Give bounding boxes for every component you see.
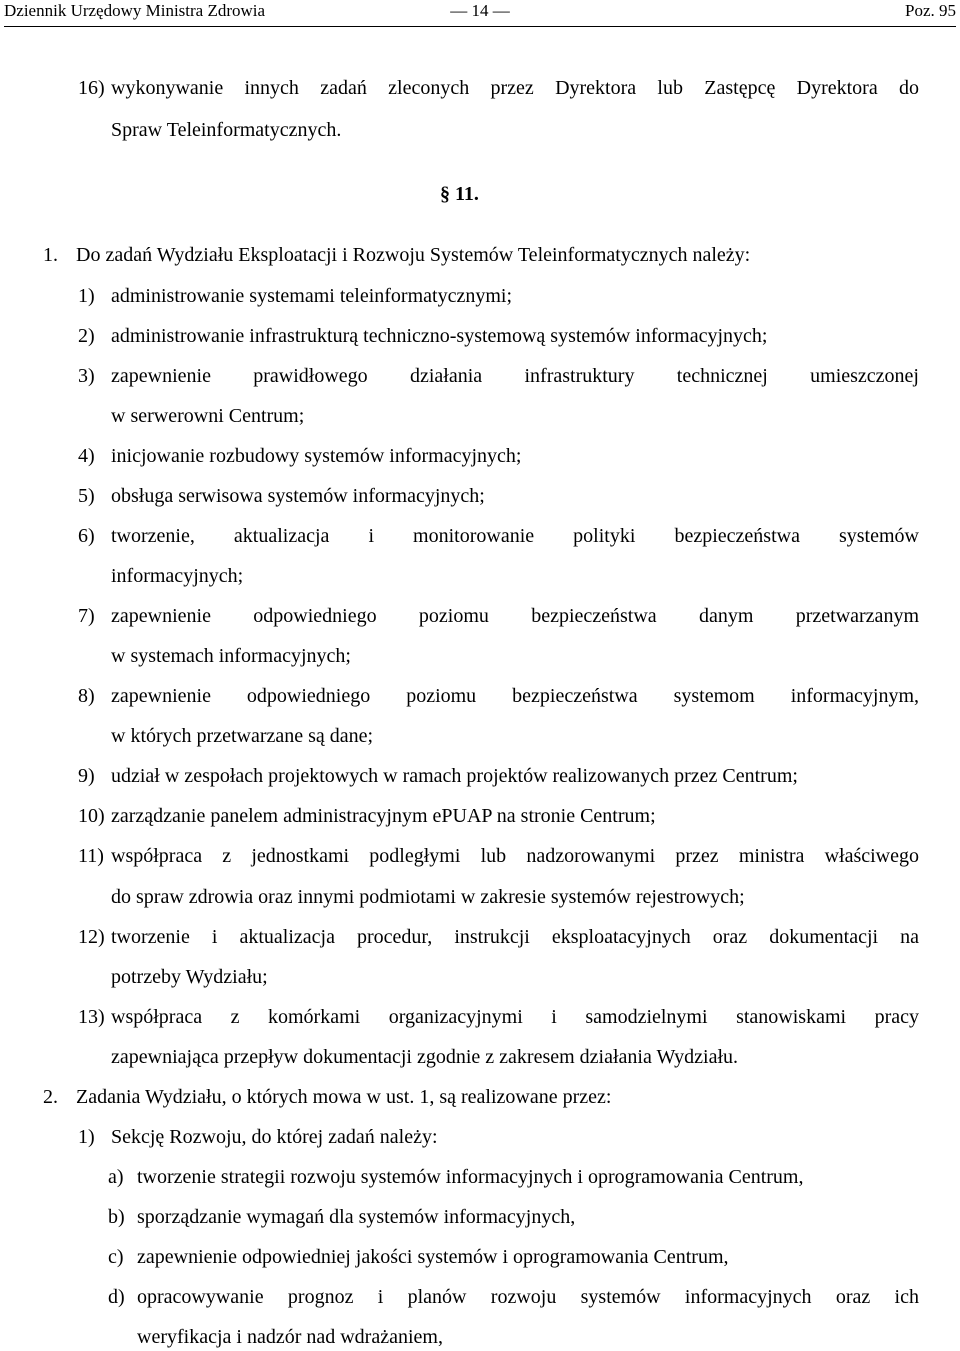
list-item-number: 3) bbox=[78, 365, 95, 387]
sublist-item-letter: b) bbox=[108, 1206, 125, 1228]
list-item-line: współpraca z komórkami organizacyjnymi i samodzielnymi stanowiskami pracy bbox=[111, 1006, 919, 1028]
position-number: Poz. 95 bbox=[905, 1, 956, 20]
list-item-line: udział w zespołach projektowych w ramach projektów realizowanych przez Centrum; bbox=[111, 765, 798, 787]
sublist-item-letter: a) bbox=[108, 1166, 124, 1188]
list-item-line: administrowanie systemami teleinformatycznymi; bbox=[111, 285, 513, 307]
list-item-number: 6) bbox=[78, 525, 95, 547]
list-item-line: w których przetwarzane są dane; bbox=[111, 725, 374, 747]
list-item-number: 11) bbox=[78, 845, 104, 867]
list-item-line: zapewnienie odpowiedniego poziomu bezpieczeństwa systemom informacyjnym, bbox=[111, 685, 919, 707]
list-item-line: informacyjnych; bbox=[111, 565, 244, 587]
item-text-line: Spraw Teleinformatycznych. bbox=[111, 119, 342, 141]
item-number: 16) bbox=[78, 77, 105, 99]
sublist-item-letter: d) bbox=[108, 1286, 125, 1308]
list-item-line: w systemach informacyjnych; bbox=[111, 645, 351, 667]
paragraph-number: 1. bbox=[43, 244, 58, 266]
list-item-number: 12) bbox=[78, 926, 105, 948]
list-item-line: inicjowanie rozbudowy systemów informacyjnych; bbox=[111, 445, 522, 467]
list-item-line: współpraca z jednostkami podległymi lub nadzorowanymi przez ministra właściwego bbox=[111, 845, 919, 867]
sublist-item-line: opracowywanie prognoz i planów rozwoju systemów informacyjnych oraz ich bbox=[137, 1286, 919, 1308]
item-number: 1) bbox=[78, 1126, 95, 1148]
list-item-line: w serwerowni Centrum; bbox=[111, 405, 305, 427]
list-item-number: 4) bbox=[78, 445, 95, 467]
list-item-number: 13) bbox=[78, 1006, 105, 1028]
list-item-number: 8) bbox=[78, 685, 95, 707]
list-item-line: do spraw zdrowia oraz innymi podmiotami w zakresie systemów rejestrowych; bbox=[111, 886, 745, 908]
list-item-line: tworzenie i aktualizacja procedur, instrukcji eksploatacyjnych oraz dokumentacji na bbox=[111, 926, 919, 948]
sublist-item-line: sporządzanie wymagań dla systemów informacyjnych, bbox=[137, 1206, 576, 1228]
sublist-item-line: zapewnienie odpowiedniej jakości systemów i oprogramowania Centrum, bbox=[137, 1246, 729, 1268]
list-item-number: 9) bbox=[78, 765, 95, 787]
list-item-line: zapewnienie prawidłowego działania infrastruktury technicznej umieszczonej bbox=[111, 365, 919, 387]
paragraph-intro: Zadania Wydziału, o których mowa w ust. 1, są realizowane przez: bbox=[76, 1086, 612, 1108]
paragraph-number: 2. bbox=[43, 1086, 58, 1108]
item-text-line: wykonywanie innych zadań zleconych przez Dyrektora lub Zastępcę Dyrektora do bbox=[111, 77, 919, 99]
item-text-line: Sekcję Rozwoju, do której zadań należy: bbox=[111, 1126, 438, 1148]
page-header bbox=[4, 0, 956, 27]
list-item-number: 1) bbox=[78, 285, 95, 307]
list-item-line: obsługa serwisowa systemów informacyjnych; bbox=[111, 485, 485, 507]
sublist-item-line: weryfikacja i nadzór nad wdrażaniem, bbox=[137, 1326, 443, 1348]
list-item-number: 7) bbox=[78, 605, 95, 627]
section-heading: § 11. bbox=[440, 183, 479, 205]
list-item-line: zapewnienie odpowiedniego poziomu bezpieczeństwa danym przetwarzanym bbox=[111, 605, 919, 627]
page-number: — 14 — bbox=[450, 1, 510, 20]
list-item-line: zarządzanie panelem administracyjnym ePUAP na stronie Centrum; bbox=[111, 805, 656, 827]
list-item-number: 10) bbox=[78, 805, 105, 827]
list-item-number: 2) bbox=[78, 325, 95, 347]
list-item-line: potrzeby Wydziału; bbox=[111, 966, 268, 988]
list-item-number: 5) bbox=[78, 485, 95, 507]
paragraph-intro: Do zadań Wydziału Eksploatacji i Rozwoju Systemów Teleinformatycznych należy: bbox=[76, 244, 751, 266]
list-item-line: tworzenie, aktualizacja i monitorowanie polityki bezpieczeństwa systemów bbox=[111, 525, 919, 547]
list-item-line: administrowanie infrastrukturą techniczno-systemową systemów informacyjnych; bbox=[111, 325, 768, 347]
journal-title: Dziennik Urzędowy Ministra Zdrowia bbox=[4, 1, 266, 20]
list-item-line: zapewniająca przepływ dokumentacji zgodnie z zakresem działania Wydziału. bbox=[111, 1046, 739, 1068]
sublist-item-letter: c) bbox=[108, 1246, 124, 1268]
sublist-item-line: tworzenie strategii rozwoju systemów informacyjnych i oprogramowania Centrum, bbox=[137, 1166, 804, 1188]
